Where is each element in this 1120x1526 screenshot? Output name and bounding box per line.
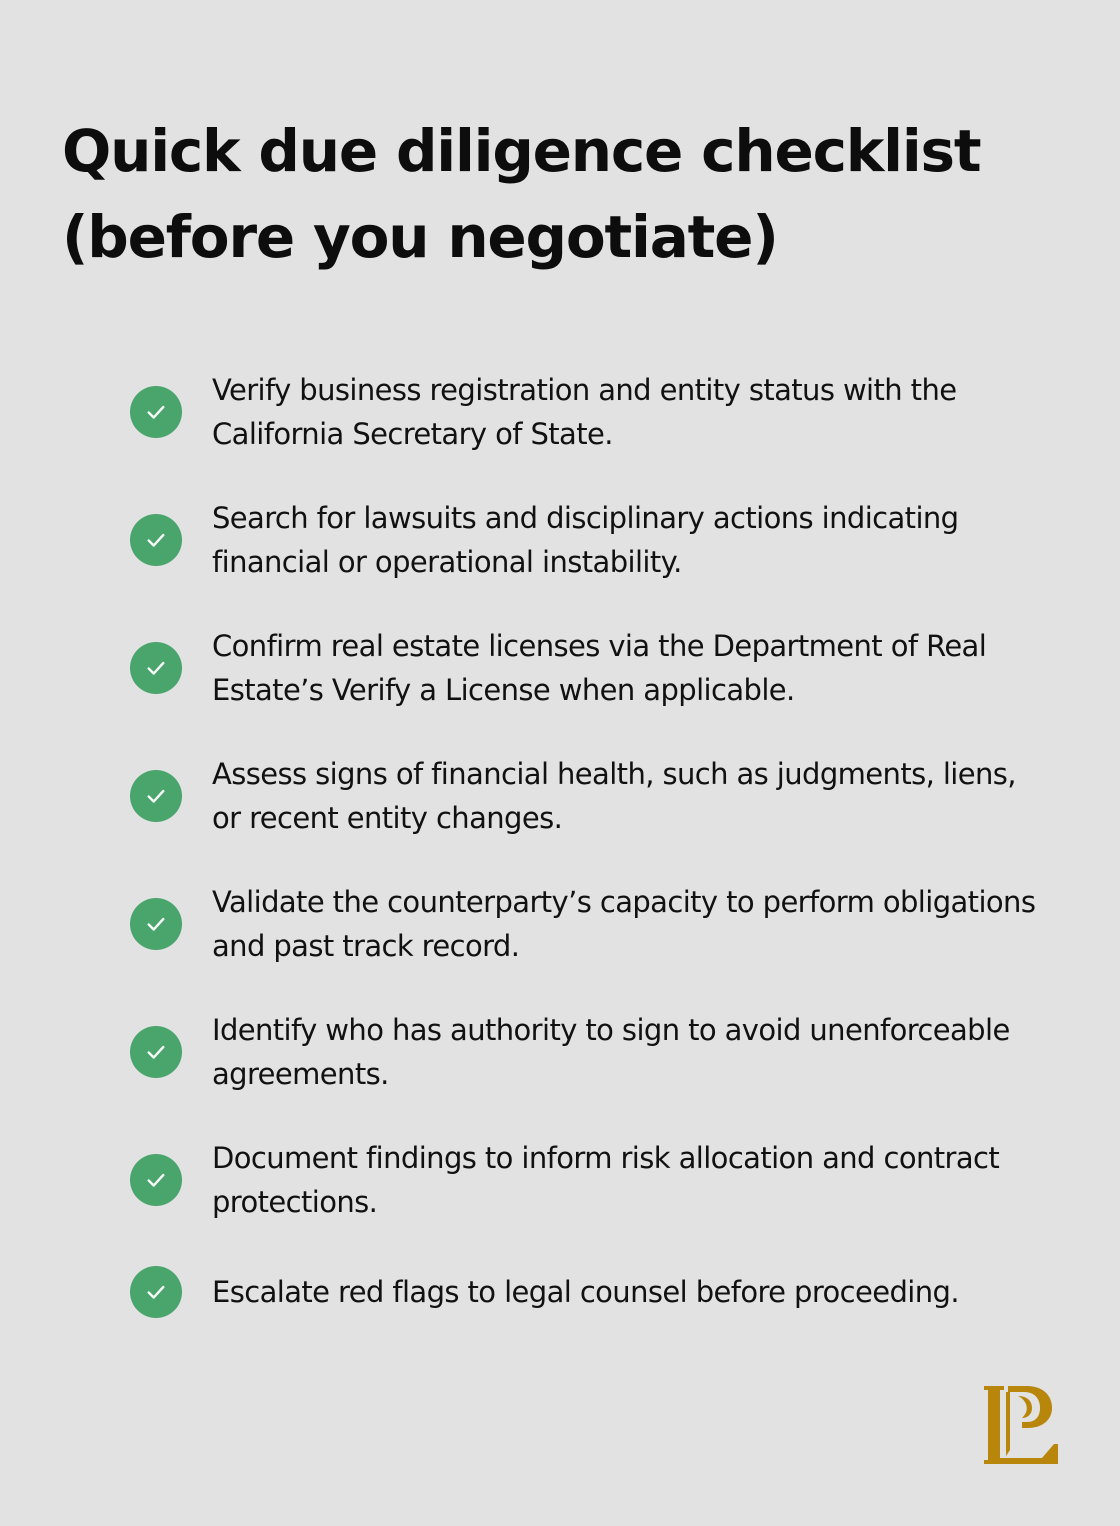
- pl-monogram-logo-icon: [982, 1384, 1058, 1466]
- checklist-item-text: Assess signs of financial health, such as judgments, liens, or recent entity changes.: [212, 757, 1016, 835]
- checklist-item: [130, 624, 1052, 712]
- page-title: [62, 108, 1062, 280]
- checklist-item-text: Escalate red flags to legal counsel before proceeding.: [212, 1275, 959, 1309]
- title-line-1: Quick due diligence checklist: [62, 117, 981, 185]
- title-line-2: (before you negotiate): [62, 203, 778, 271]
- check-circle-icon: [130, 1154, 182, 1206]
- check-circle-icon: [130, 1266, 182, 1318]
- checklist-item: [130, 1266, 1052, 1318]
- check-circle-icon: [130, 1026, 182, 1078]
- checklist-item: [130, 368, 1052, 456]
- checklist-item-text: Validate the counterparty’s capacity to perform obligations and past track record.: [212, 885, 1036, 963]
- checklist-item: [130, 1136, 1052, 1224]
- checklist-item: [130, 496, 1052, 584]
- checklist-item: [130, 752, 1052, 840]
- check-circle-icon: [130, 642, 182, 694]
- check-circle-icon: [130, 514, 182, 566]
- check-circle-icon: [130, 898, 182, 950]
- checklist-item-text: Search for lawsuits and disciplinary actions indicating financial or operational instability.: [212, 501, 959, 579]
- checklist-item-text: Document findings to inform risk allocation and contract protections.: [212, 1141, 1000, 1219]
- checklist-item: [130, 880, 1052, 968]
- checklist-item-text: Confirm real estate licenses via the Department of Real Estate’s Verify a License when applicable.: [212, 629, 987, 707]
- checklist-item-text: Verify business registration and entity status with the California Secretary of State.: [212, 373, 957, 451]
- check-circle-icon: [130, 386, 182, 438]
- checklist-item: [130, 1008, 1052, 1096]
- check-circle-icon: [130, 770, 182, 822]
- checklist-item-text: Identify who has authority to sign to avoid unenforceable agreements.: [212, 1013, 1010, 1091]
